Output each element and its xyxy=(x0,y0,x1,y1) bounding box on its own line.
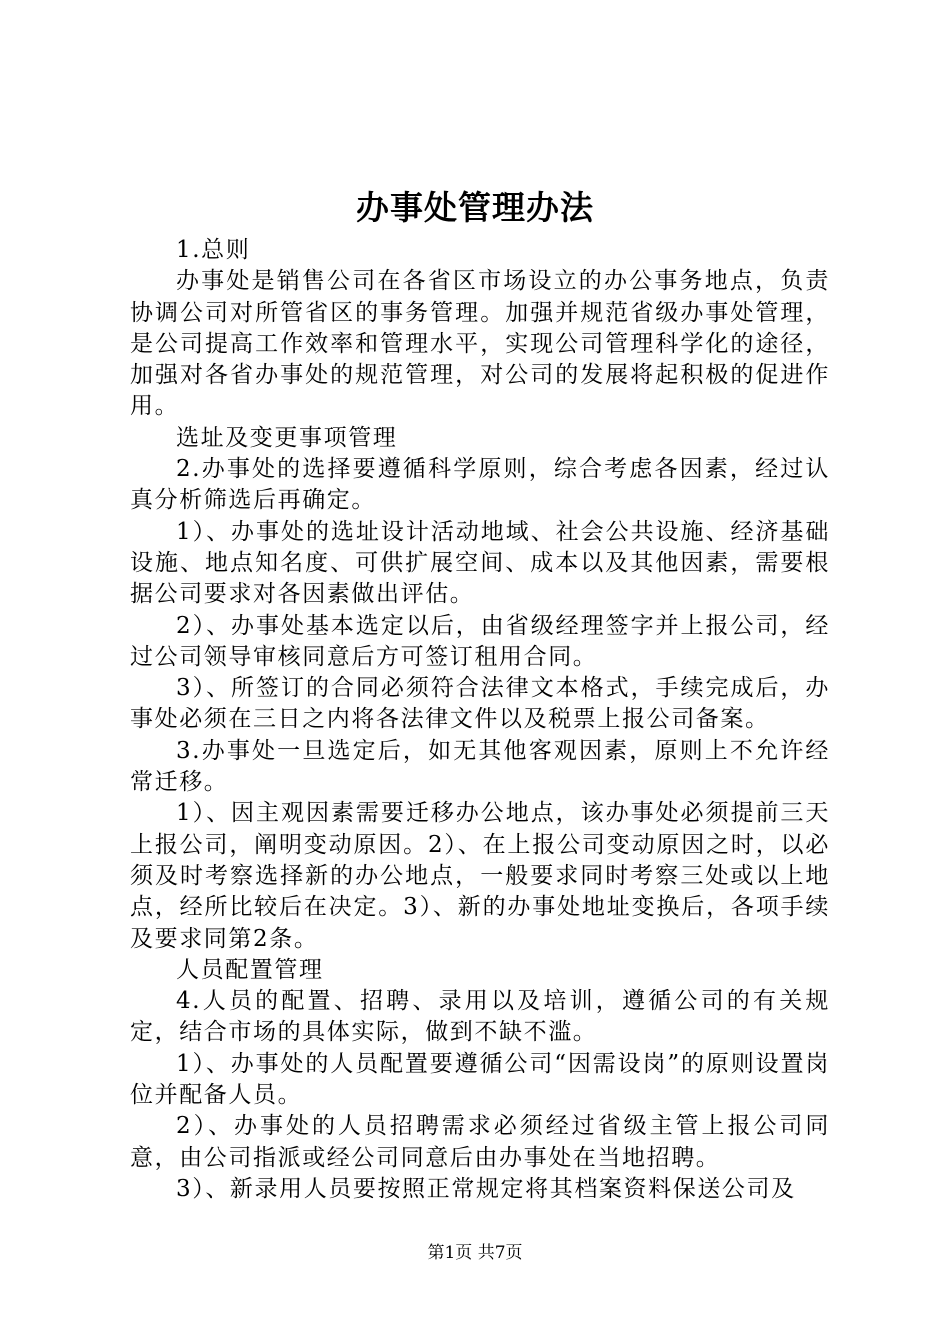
document-body xyxy=(130,235,830,1205)
paragraph: 4.人员的配置、招聘、录用以及培训，遵循公司的有关规定，结合市场的具体实际，做到不缺不滥。 xyxy=(130,988,830,1046)
paragraph: 2）、办事处基本选定以后，由省级经理签字并上报公司，经过公司领导审核同意后方可签订租用合同。 xyxy=(130,612,830,670)
section-heading-staffing: 人员配置管理 xyxy=(176,956,324,983)
paragraph: 2）、办事处的人员招聘需求必须经过省级主管上报公司同意，由公司指派或经公司同意后由办事处在当地招聘。 xyxy=(130,1113,830,1171)
section-heading-site-selection: 选址及变更事项管理 xyxy=(176,424,398,451)
paragraph: 办事处是销售公司在各省区市场设立的办公事务地点，负责协调公司对所管省区的事务管理。加强并规范省级办事处管理，是公司提高工作效率和管理水平，实现公司管理科学化的途径，加强对各省办事处的规范管理，对公司的发展将起积极的促进作用。 xyxy=(130,268,830,420)
paragraph: 1）、办事处的人员配置要遵循公司“因需设岗”的原则设置岗位并配备人员。 xyxy=(130,1050,830,1109)
paragraph: 1）、因主观因素需要迁移办公地点，该办事处必须提前三天上报公司，阐明变动原因。2）、在上报公司变动原因之时，以必须及时考察选择新的办公地点，一般要求同时考察三处或以上地点，经所比较后在决定。3）、新的办事处地址变换后，各项手续及要求同第2条。 xyxy=(130,800,830,952)
page-footer: 第1页 共7页 xyxy=(427,1243,523,1263)
section-heading-general: 1.总则 xyxy=(176,237,251,263)
paragraph: 1）、办事处的选址设计活动地域、社会公共设施、经济基础设施、地点知名度、可供扩展空间、成本以及其他因素，需要根据公司要求对各因素做出评估。 xyxy=(130,518,830,608)
document-title: 办事处管理办法 xyxy=(356,188,594,227)
paragraph: 3）、新录用人员要按照正常规定将其档案资料保送公司及 xyxy=(176,1175,796,1202)
paragraph: 2.办事处的选择要遵循科学原则，综合考虑各因素，经过认真分析筛选后再确定。 xyxy=(130,456,830,514)
paragraph: 3.办事处一旦选定后，如无其他客观因素，原则上不允许经常迁移。 xyxy=(130,737,830,796)
paragraph: 3）、所签订的合同必须符合法律文本格式，手续完成后，办事处必须在三日之内将各法律文件以及税票上报公司备案。 xyxy=(130,675,830,733)
